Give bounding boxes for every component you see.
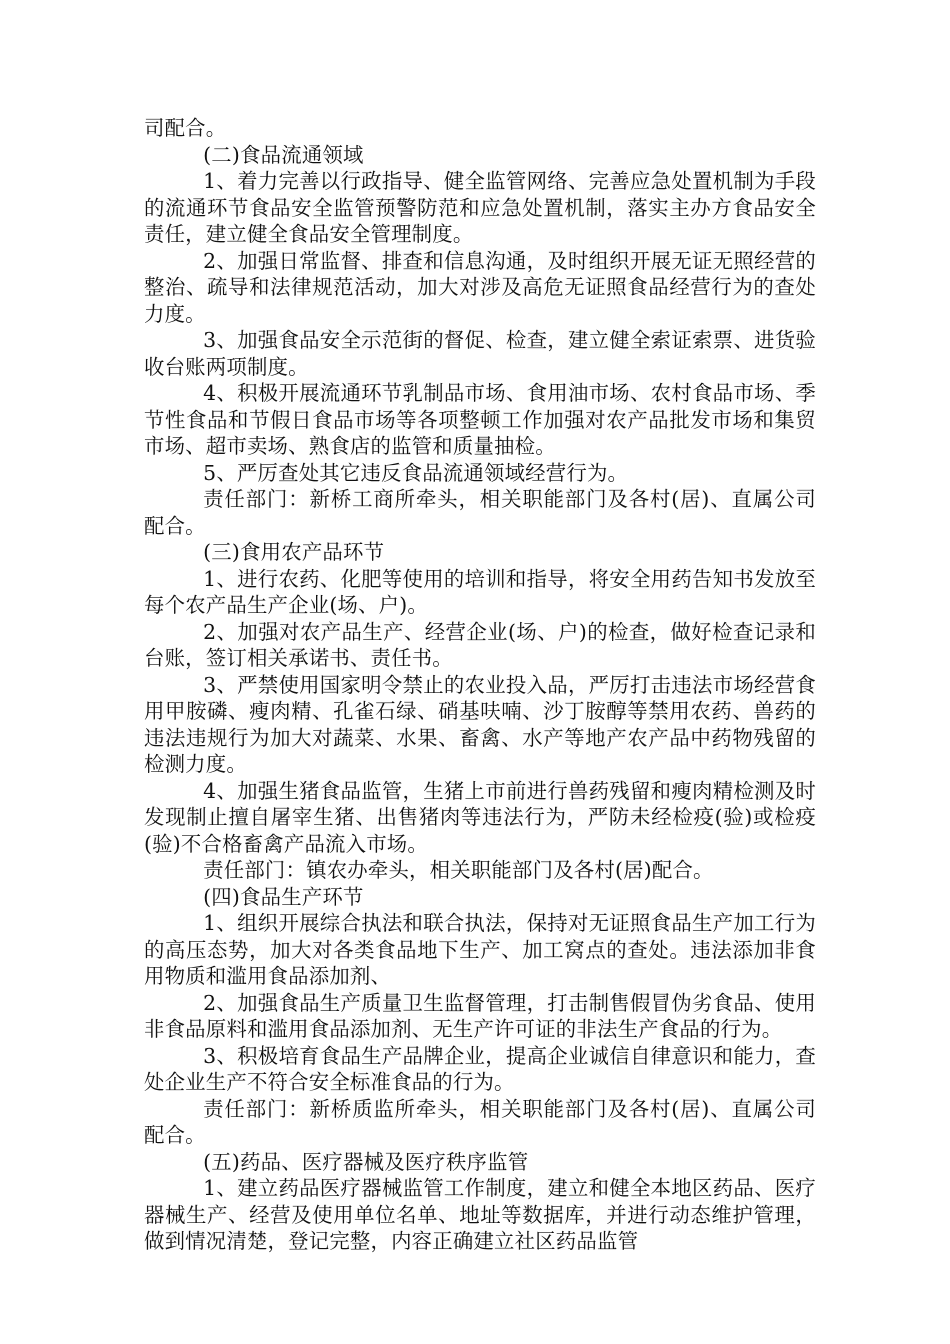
section-heading: (三)食用农产品环节	[203, 540, 385, 564]
responsibility-paragraph: 责任部门：镇农办牵头，相关职能部门及各村(居)配合。	[203, 858, 714, 882]
paragraph: 2、加强日常监督、排查和信息沟通，及时组织开展无证无照经营的整治、疏导和法律规范活动，加大对涉及高危无证照食品经营行为的查处力度。	[144, 248, 816, 326]
paragraph: 3、严禁使用国家明令禁止的农业投入品，严厉打击违法市场经营食用甲胺磷、瘦肉精、孔雀石绿、硝基呋喃、沙丁胺醇等禁用农药、兽药的违法违规行为加大对蔬菜、水果、畜禽、水产等地产农产品中药物残留的检测力度。	[144, 672, 816, 776]
paragraph: 4、积极开展流通环节乳制品市场、食用油市场、农村食品市场、季节性食品和节假日食品市场等各项整顿工作加强对农产品批发市场和集贸市场、超市卖场、熟食店的监管和质量抽检。	[144, 381, 816, 458]
responsibility-paragraph: 责任部门：新桥工商所牵头，相关职能部门及各村(居)、直属公司配合。	[144, 487, 816, 538]
section-heading: (五)药品、医疗器械及医疗秩序监管	[203, 1149, 529, 1174]
paragraph: 1、着力完善以行政指导、健全监管网络、完善应急处置机制为手段的流通环节食品安全监管预警防范和应急处置机制，落实主办方食品安全责任，建立健全食品安全管理制度。	[144, 169, 816, 246]
paragraph: 2、加强食品生产质量卫生监督管理，打击制售假冒伪劣食品、使用非食品原料和滥用食品添加剂、无生产许可证的非法生产食品的行为。	[144, 990, 816, 1041]
paragraph: 司配合。	[144, 116, 227, 140]
section-heading: (二)食品流通领域	[203, 142, 364, 167]
paragraph: 5、严厉查处其它违反食品流通领域经营行为。	[203, 460, 629, 485]
responsibility-paragraph: 责任部门：新桥质监所牵头，相关职能部门及各村(居)、直属公司配合。	[144, 1096, 816, 1147]
paragraph: 3、加强食品安全示范街的督促、检查，建立健全索证索票、进货验收台账两项制度。	[144, 328, 816, 379]
document-body	[144, 115, 816, 1255]
paragraph: 4、加强生猪食品监管，生猪上市前进行兽药残留和瘦肉精检测及时发现制止擅自屠宰生猪、出售猪肉等违法行为，严防未经检疫(验)或检疫(验)不合格畜禽产品流入市场。	[144, 778, 816, 856]
paragraph: 1、组织开展综合执法和联合执法，保持对无证照食品生产加工行为的高压态势，加大对各类食品地下生产、加工窝点的查处。违法添加非食用物质和滥用食品添加剂、	[144, 911, 816, 988]
section-heading: (四)食品生产环节	[203, 884, 364, 909]
paragraph: 1、建立药品医疗器械监管工作制度，建立和健全本地区药品、医疗器械生产、经营及使用单位名单、地址等数据库，并进行动态维护管理，做到情况清楚，登记完整，内容正确建立社区药品监管	[144, 1176, 816, 1253]
paragraph: 2、加强对农产品生产、经营企业(场、户)的检查，做好检查记录和台账，签订相关承诺书、责任书。	[144, 619, 816, 670]
paragraph: 1、进行农药、化肥等使用的培训和指导，将安全用药告知书发放至每个农产品生产企业(场、户)。	[144, 566, 816, 617]
paragraph: 3、积极培育食品生产品牌企业，提高企业诚信自律意识和能力，查处企业生产不符合安全标准食品的行为。	[144, 1043, 816, 1094]
